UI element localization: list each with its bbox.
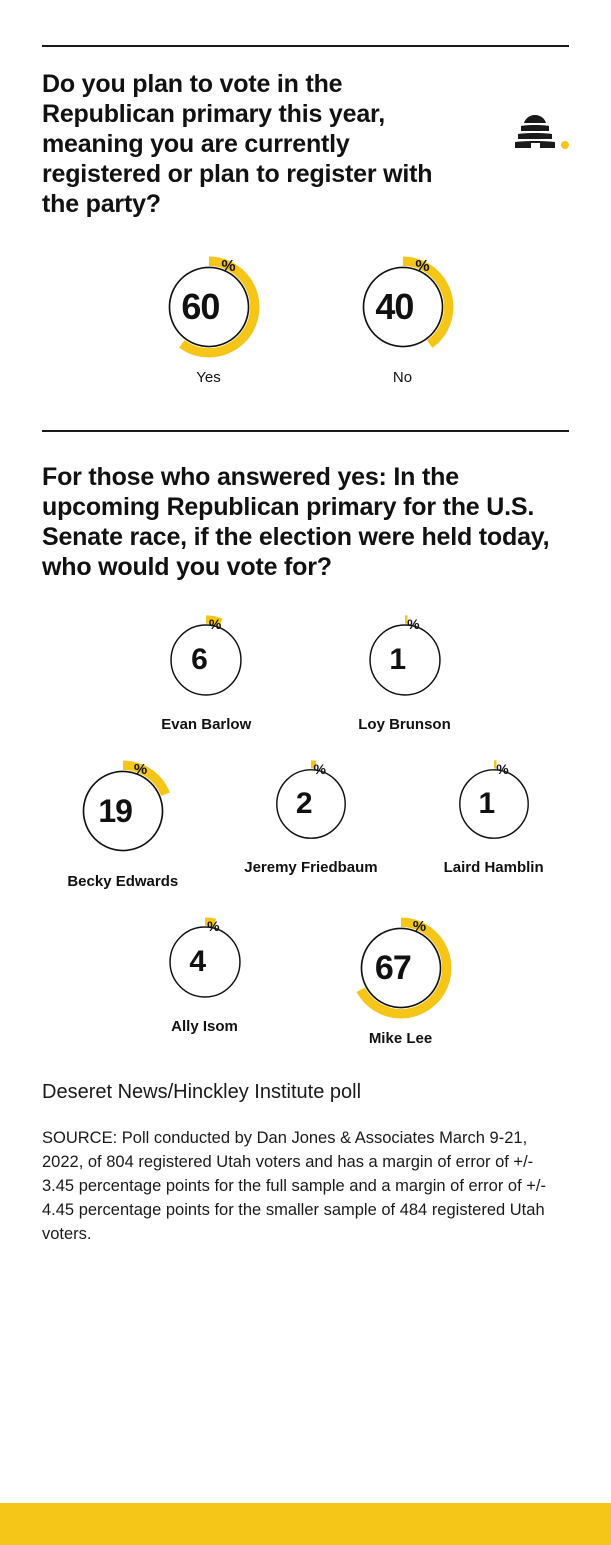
beehive-logo [509, 113, 569, 153]
donut-chart [157, 255, 261, 359]
question-1-donut-row [0, 255, 611, 386]
donut-gauge [351, 255, 455, 386]
donut-gauge [160, 614, 252, 733]
donut-gauge [244, 759, 377, 876]
donut-label: Laird Hamblin [443, 859, 544, 876]
beehive-icon [509, 113, 561, 153]
middle-divider [42, 430, 569, 432]
donut-label: Jeremy Friedbaum [244, 859, 378, 876]
donut-label: Mike Lee [368, 1030, 433, 1047]
percent-symbol: % [412, 918, 427, 935]
donut-value: 4 [189, 945, 206, 978]
donut-chart [160, 614, 252, 706]
donut-gauge [349, 916, 453, 1047]
footer-accent-bar [0, 1503, 611, 1545]
donut-chart [349, 916, 453, 1020]
donut-label: Loy Brunson [358, 716, 451, 733]
donut-label: Ally Isom [171, 1018, 238, 1035]
donut-value: 6 [191, 643, 207, 676]
question-2-donut-row-2 [0, 759, 611, 890]
question-2-block [0, 462, 611, 582]
logo-accent-dot [561, 141, 569, 149]
donut-value: 60 [181, 286, 220, 327]
donut-gauge [444, 759, 544, 876]
percent-symbol: % [133, 761, 148, 778]
donut-gauge [67, 759, 178, 890]
donut-chart [71, 759, 175, 863]
percent-symbol: % [313, 761, 326, 777]
donut-chart [359, 614, 451, 706]
donut-value: 2 [295, 787, 312, 820]
donut-gauge [159, 916, 251, 1035]
donut-value: 1 [389, 643, 406, 676]
donut-value: 40 [375, 286, 414, 327]
donut-value: 1 [478, 787, 495, 820]
percent-symbol: % [207, 918, 220, 934]
donut-chart [266, 759, 356, 849]
donut-chart [449, 759, 539, 849]
percent-symbol: % [407, 616, 420, 632]
question-2-donut-row-3 [0, 916, 611, 1047]
poll-credit: Deseret News/Hinckley Institute poll [42, 1081, 362, 1103]
donut-chart [159, 916, 251, 1008]
percent-symbol: % [496, 761, 509, 777]
donut-chart [351, 255, 455, 359]
poll-graphic [0, 45, 611, 1545]
donut-label: Becky Edwards [67, 873, 179, 890]
donut-value: 67 [374, 949, 411, 987]
donut-label: Evan Barlow [161, 716, 252, 733]
donut-gauge [358, 614, 451, 733]
question-2-title: For those who answered yes: In the upcoming Republican primary for the U.S. Senate race, if the election were held today, who would you vote for? [42, 463, 550, 581]
question-2-donut-row-1 [0, 614, 611, 733]
question-1-title: Do you plan to vote in the Republican primary this year, meaning you are currently registered or plan to register with the party? [42, 70, 433, 218]
donut-value: 19 [98, 793, 132, 829]
percent-symbol: % [415, 258, 430, 275]
top-divider [42, 45, 569, 47]
percent-symbol: % [221, 258, 236, 275]
donut-label: No [392, 369, 413, 386]
percent-symbol: % [208, 616, 222, 632]
donut-label: Yes [196, 369, 221, 386]
donut-gauge [157, 255, 261, 386]
poll-source-note: SOURCE: Poll conducted by Dan Jones & Associates March 9-21, 2022, of 804 registered Utah voters and has a margin of error of +/- 3.45 percentage points for the full sample and a margin of error of +/- 4.45 percentage points for the smaller sample of 484 registered Utah voters. [42, 1129, 546, 1243]
